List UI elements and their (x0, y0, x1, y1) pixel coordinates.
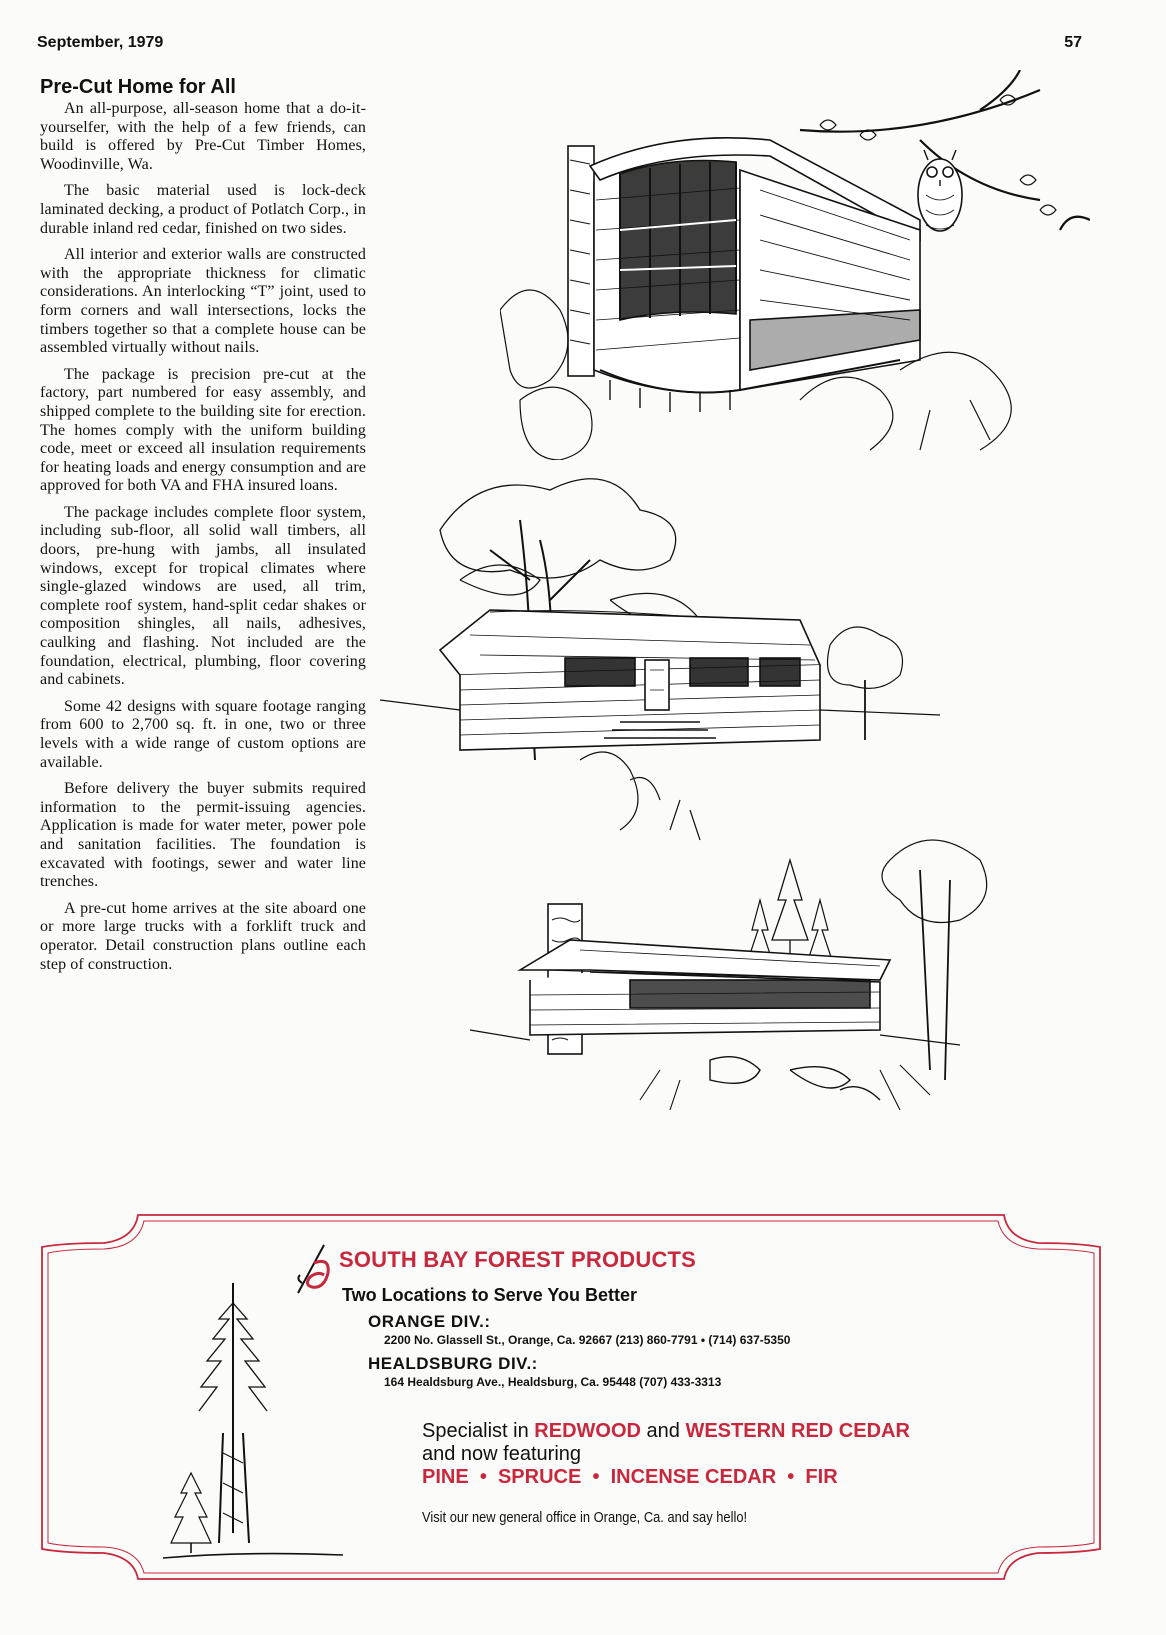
advertisement-south-bay-forest-products (38, 1213, 1104, 1583)
article-title: Pre-Cut Home for All (40, 76, 236, 98)
article-paragraph: A pre-cut home arrives at the site aboard one or more large trucks with a forklift truck and operator. Detail construction plans outline each step of construction. (40, 899, 366, 973)
company-name: SOUTH BAY FOREST PRODUCTS (339, 1247, 697, 1272)
running-header-date: September, 1979 (37, 34, 164, 51)
western-red-cedar-label: WESTERN RED CEDAR (685, 1420, 910, 1442)
bullet: • (592, 1466, 600, 1488)
illustration-modern-house (500, 70, 1090, 460)
wood-incense-cedar: INCENSE CEDAR (610, 1466, 777, 1488)
bullet: • (479, 1466, 487, 1488)
page-number: 57 (1064, 34, 1082, 51)
wood-fir: FIR (805, 1466, 838, 1488)
specialist-prefix: Specialist in (422, 1420, 529, 1442)
ad-visit-line: Visit our new general office in Orange, Ca. and say hello! (422, 1509, 748, 1526)
featuring-line: and now featuring (422, 1443, 582, 1465)
ad-tagline: Two Locations to Serve You Better (342, 1285, 638, 1305)
article-paragraph: An all-purpose, all-season home that a do-it-yourselfer, with the help of a few friends, can build is offered by Pre-Cut Timber Homes, Woodinville, Wa. (40, 100, 366, 173)
bullet: • (787, 1466, 795, 1488)
and-word: and (646, 1420, 680, 1442)
ad-specialties (422, 1420, 910, 1489)
illustration-lodge-house (460, 830, 1020, 1140)
wood-spruce: SPRUCE (497, 1466, 582, 1488)
wood-pine: PINE (422, 1466, 469, 1488)
article-paragraph: The package is precision pre-cut at the factory, part numbered for easy assembly, and shipped complete to the building site for erection. The homes comply with the uniform building code, meet or exceed all insulation requirements for heating loads and energy consumption and are approved for both VA and FHA insured loans. (40, 365, 366, 495)
healdsburg-division-address: 164 Healdsburg Ave., Healdsburg, Ca. 95448 (707) 433-3313 (384, 1375, 722, 1389)
orange-division-name: ORANGE DIV.: (368, 1312, 491, 1331)
article-paragraph: Before delivery the buyer submits required information to the permit-issuing agencies. Application is made for water meter, power pole and sanitation facilities. The foundation is excavated with footings, sewer and water line trenches. (40, 780, 366, 891)
article-paragraph: All interior and exterior walls are constructed with the appropriate thickness for climatic considerations. An interlocking “T” joint, used to form corners and wall intersections, locks the timbers together so that a complete house can be assembled virtually without nails. (40, 246, 366, 357)
article-paragraph: The basic material used is lock-deck laminated decking, a product of Potlatch Corp., in durable inland red cedar, finished on two sides. (40, 182, 366, 237)
illustration-ranch-house (380, 460, 940, 870)
redwood-tree-icon (163, 1283, 353, 1573)
orange-division-address: 2200 No. Glassell St., Orange, Ca. 92667 (213) 860-7791 • (714) 637-5350 (384, 1333, 791, 1347)
article-paragraph: Some 42 designs with square footage ranging from 600 to 2,700 sq. ft. in one, two or three levels with a wide range of custom options are available. (40, 697, 366, 771)
healdsburg-division-name: HEALDSBURG DIV.: (368, 1354, 538, 1373)
article-paragraph: The package includes complete floor system, including sub-floor, all solid wall timbers, all doors, pre-hung with jambs, all insulated windows, except for tropical climates where single-glazed windows are used, all trim, complete roof system, hand-split cedar shakes or composition shingles, all nails, adhesives, caulking and flashing. Not included are the foundation, electrical, plumbing, floor covering and cabinets. (40, 503, 366, 689)
redwood-label: REDWOOD (534, 1420, 641, 1442)
article (40, 76, 366, 982)
